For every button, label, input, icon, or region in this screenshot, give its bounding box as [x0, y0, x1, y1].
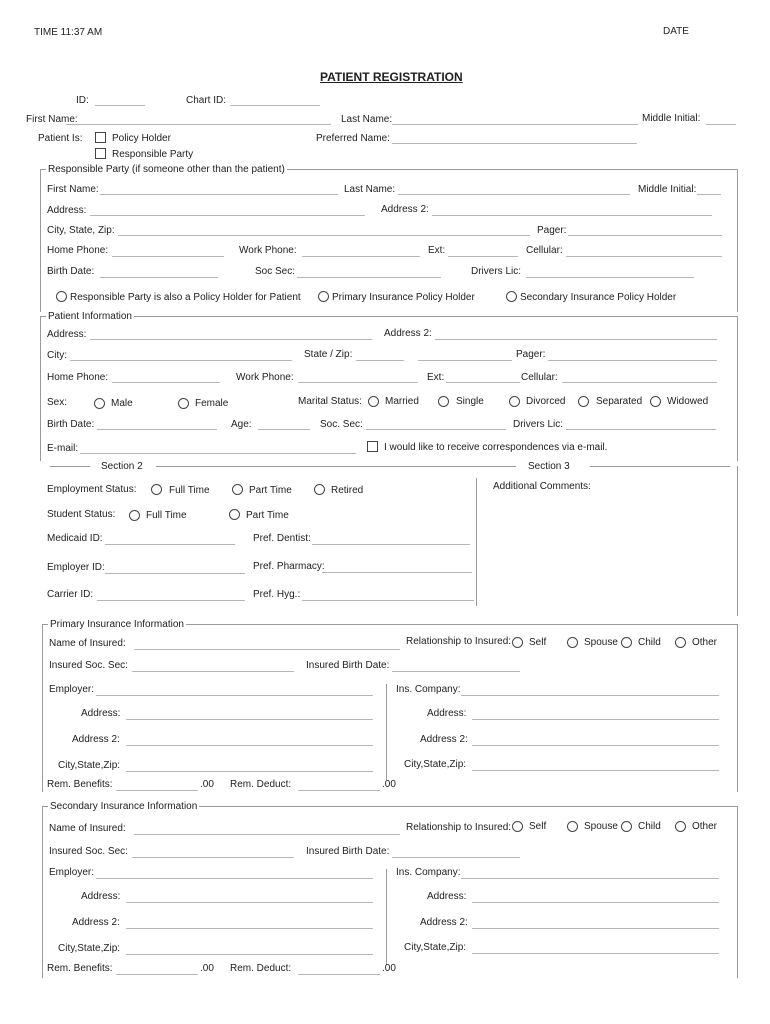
responsible-section-right-border	[737, 169, 738, 312]
pt-birth-date-field[interactable]	[97, 429, 217, 430]
p-insured-birth-date-field[interactable]	[392, 671, 520, 672]
primary-ins-right-border	[737, 624, 738, 792]
p-ins-city-state-zip-label: City,State,Zip:	[404, 759, 467, 770]
s-name-insured-label: Name of Insured:	[49, 823, 126, 834]
carrier-id-label: Carrier ID:	[47, 589, 94, 600]
pt-pager-field[interactable]	[548, 360, 717, 361]
rp-last-name-field[interactable]	[398, 194, 630, 195]
s-address-label: Address:	[81, 891, 121, 902]
rp-last-name-label: Last Name:	[344, 184, 396, 195]
pt-state-zip-label: State / Zip:	[304, 349, 353, 360]
pt-separated-label: Separated	[596, 396, 643, 407]
pref-pharmacy-label: Pref. Pharmacy:	[253, 561, 325, 572]
pt-ext-field[interactable]	[446, 382, 520, 383]
rp-drivers-lic-field[interactable]	[526, 277, 694, 278]
p-employer-label: Employer:	[49, 684, 95, 695]
pt-sex-label: Sex:	[47, 397, 68, 408]
medicaid-id-field[interactable]	[105, 544, 235, 545]
responsible-section-left-border	[40, 169, 41, 312]
p-self-label: Self	[529, 637, 547, 648]
s-address2-label: Address 2:	[72, 917, 120, 928]
pt-age-label: Age:	[231, 419, 252, 430]
rp-primary-holder-label: Primary Insurance Policy Holder	[332, 292, 475, 303]
rp-birth-date-label: Birth Date:	[47, 266, 95, 277]
pt-address2-field[interactable]	[435, 339, 717, 340]
pref-hyg-label: Pref. Hyg.:	[253, 589, 301, 600]
section3-rule	[590, 466, 730, 467]
s-ins-address2-label: Address 2:	[420, 917, 468, 928]
p-relationship-label: Relationship to Insured:	[406, 636, 512, 647]
time-label: TIME 11:37 AM	[34, 27, 103, 38]
pt-single-radio[interactable]	[438, 396, 449, 407]
s-employer-label: Employer:	[49, 867, 95, 878]
secondary-ins-left-border	[42, 806, 43, 978]
s-insured-soc-sec-field[interactable]	[132, 857, 294, 858]
p-other-radio[interactable]	[675, 637, 686, 648]
emp-part-time-label: Part Time	[249, 485, 292, 496]
rp-ext-field[interactable]	[448, 256, 518, 257]
pt-separated-radio[interactable]	[578, 396, 589, 407]
rp-birth-date-field[interactable]	[100, 277, 218, 278]
student-full-time-radio[interactable]	[129, 510, 140, 521]
p-insured-soc-sec-label: Insured Soc. Sec:	[49, 660, 128, 671]
s-ins-company-field[interactable]	[461, 878, 719, 879]
s-ins-city-state-zip-label: City,State,Zip:	[404, 942, 467, 953]
pt-single-label: Single	[456, 396, 484, 407]
p-name-insured-label: Name of Insured:	[49, 638, 126, 649]
responsible-party-checkbox[interactable]	[95, 148, 106, 159]
s-insured-birth-date-label: Insured Birth Date:	[306, 846, 390, 857]
pt-drivers-lic-label: Drivers Lic:	[513, 419, 564, 430]
p-address2-label: Address 2:	[72, 734, 120, 745]
s-city-state-zip-field[interactable]	[126, 954, 373, 955]
pref-dentist-field[interactable]	[312, 544, 470, 545]
pt-email-field[interactable]	[80, 453, 356, 454]
rp-soc-sec-field[interactable]	[297, 277, 441, 278]
section2-rule-left	[50, 466, 90, 467]
pt-divorced-radio[interactable]	[509, 396, 520, 407]
s-self-label: Self	[529, 821, 547, 832]
pt-ext-label: Ext:	[427, 372, 445, 383]
student-part-time-radio[interactable]	[229, 509, 240, 520]
p-spouse-radio[interactable]	[567, 637, 578, 648]
pt-work-phone-field[interactable]	[298, 382, 418, 383]
p-address2-field[interactable]	[126, 745, 373, 746]
s-rem-benefits-cents: .00	[200, 963, 214, 974]
p-rem-benefits-cents: .00	[200, 779, 214, 790]
p-ins-address2-field[interactable]	[472, 745, 719, 746]
additional-comments-label: Additional Comments:	[493, 481, 591, 492]
patient-is-label: Patient Is:	[38, 133, 83, 144]
secondary-ins-right-border	[737, 806, 738, 978]
pt-marital-status-label: Marital Status:	[298, 396, 362, 407]
rp-home-phone-field[interactable]	[112, 256, 224, 257]
policy-holder-label: Policy Holder	[112, 133, 171, 144]
first-name-field[interactable]	[66, 124, 331, 125]
pt-city-field[interactable]	[70, 360, 292, 361]
rp-cellular-label: Cellular:	[526, 245, 563, 256]
employment-status-label: Employment Status:	[47, 484, 137, 495]
patient-section-border	[40, 316, 738, 317]
pt-city-label: City:	[47, 350, 67, 361]
rp-also-policy-holder-label: Responsible Party is also a Policy Holder for Patient	[70, 292, 301, 303]
rp-cellular-field[interactable]	[566, 256, 722, 257]
pt-widowed-radio[interactable]	[650, 396, 661, 407]
pref-pharmacy-field[interactable]	[322, 572, 472, 573]
first-name-label: First Name:	[26, 114, 78, 125]
p-ins-address-label: Address:	[427, 708, 467, 719]
p-insured-soc-sec-field[interactable]	[132, 671, 294, 672]
s-spouse-radio[interactable]	[567, 821, 578, 832]
emp-retired-label: Retired	[331, 485, 364, 496]
pt-email-label: E-mail:	[47, 443, 79, 454]
pt-zip-field[interactable]	[418, 360, 512, 361]
chart-id-field[interactable]	[230, 105, 320, 106]
s-child-label: Child	[638, 821, 661, 832]
pt-pager-label: Pager:	[516, 349, 546, 360]
rp-work-phone-label: Work Phone:	[239, 245, 297, 256]
pt-address-field[interactable]	[90, 339, 372, 340]
id-field[interactable]	[95, 105, 145, 106]
rp-pager-field[interactable]	[568, 235, 722, 236]
s-ins-city-state-zip-field[interactable]	[472, 953, 719, 954]
p-rem-deduct-field[interactable]	[298, 790, 380, 791]
p-ins-address2-label: Address 2:	[420, 734, 468, 745]
pt-home-phone-label: Home Phone:	[47, 372, 109, 383]
p-other-label: Other	[692, 637, 718, 648]
date-label: DATE	[663, 26, 689, 37]
p-ins-city-state-zip-field[interactable]	[472, 770, 719, 771]
pt-male-label: Male	[111, 398, 133, 409]
s-ins-address-label: Address:	[427, 891, 467, 902]
rp-address-label: Address:	[47, 205, 87, 216]
emp-part-time-radio[interactable]	[232, 484, 243, 495]
pt-email-opt-label: I would like to receive correspondences via e-mail.	[384, 442, 608, 453]
student-status-label: Student Status:	[47, 509, 116, 520]
p-child-label: Child	[638, 637, 661, 648]
pt-cellular-label: Cellular:	[521, 372, 558, 383]
rp-address2-field[interactable]	[432, 215, 712, 216]
page-title: PATIENT REGISTRATION	[320, 70, 463, 84]
pt-married-radio[interactable]	[368, 396, 379, 407]
p-self-radio[interactable]	[512, 637, 523, 648]
pt-soc-sec-label: Soc. Sec:	[320, 419, 363, 430]
pt-birth-date-label: Birth Date:	[47, 419, 95, 430]
pt-age-field[interactable]	[258, 429, 310, 430]
primary-ins-left-border	[42, 624, 43, 792]
p-employer-field[interactable]	[96, 695, 373, 696]
rp-first-name-label: First Name:	[47, 184, 99, 195]
rp-home-phone-label: Home Phone:	[47, 245, 109, 256]
pt-cellular-field[interactable]	[562, 382, 717, 383]
emp-full-time-radio[interactable]	[151, 484, 162, 495]
rp-city-state-zip-field[interactable]	[118, 235, 530, 236]
s-ins-address-field[interactable]	[472, 902, 719, 903]
p-ins-address-field[interactable]	[472, 719, 719, 720]
section2-title: Section 2	[101, 461, 143, 472]
rp-middle-initial-label: Middle Initial:	[638, 184, 697, 195]
s-ins-address2-field[interactable]	[472, 928, 719, 929]
primary-ins-divider	[386, 684, 387, 780]
section2-rule-right	[156, 466, 516, 467]
medicaid-id-label: Medicaid ID:	[47, 533, 103, 544]
s-ins-company-label: Ins. Company:	[396, 867, 461, 878]
pt-address2-label: Address 2:	[384, 328, 432, 339]
p-city-state-zip-field[interactable]	[126, 771, 373, 772]
pt-female-radio[interactable]	[178, 398, 189, 409]
p-ins-company-field[interactable]	[461, 695, 719, 696]
preferred-name-label: Preferred Name:	[316, 133, 390, 144]
pref-hyg-field[interactable]	[302, 600, 474, 601]
rp-secondary-holder-label: Secondary Insurance Policy Holder	[520, 292, 677, 303]
pt-state-field[interactable]	[356, 360, 404, 361]
pt-divorced-label: Divorced	[526, 396, 566, 407]
student-full-time-label: Full Time	[146, 510, 187, 521]
middle-initial-label: Middle Initial:	[642, 113, 701, 124]
primary-ins-legend: Primary Insurance Information	[50, 619, 184, 630]
pref-dentist-label: Pref. Dentist:	[253, 533, 311, 544]
p-rem-benefits-label: Rem. Benefits:	[47, 779, 113, 790]
middle-initial-field[interactable]	[706, 124, 736, 125]
p-spouse-label: Spouse	[584, 637, 618, 648]
emp-retired-radio[interactable]	[314, 484, 325, 495]
rp-address-field[interactable]	[90, 215, 365, 216]
s-employer-field[interactable]	[96, 878, 373, 879]
pt-soc-sec-field[interactable]	[366, 429, 506, 430]
patient-section-right-border	[737, 316, 738, 461]
s-insured-soc-sec-label: Insured Soc. Sec:	[49, 846, 128, 857]
last-name-label: Last Name:	[341, 114, 393, 125]
rp-middle-initial-field[interactable]	[697, 194, 721, 195]
pt-drivers-lic-field[interactable]	[566, 429, 716, 430]
pt-widowed-label: Widowed	[667, 396, 709, 407]
s-rem-deduct-field[interactable]	[298, 974, 380, 975]
p-insured-birth-date-label: Insured Birth Date:	[306, 660, 390, 671]
last-name-field[interactable]	[392, 124, 638, 125]
section3-right-border	[737, 466, 738, 616]
s-address-field[interactable]	[126, 902, 373, 903]
s-city-state-zip-label: City,State,Zip:	[58, 943, 121, 954]
s-rem-deduct-cents: .00	[382, 963, 396, 974]
pt-work-phone-label: Work Phone:	[236, 372, 294, 383]
section3-title: Section 3	[528, 461, 570, 472]
s-spouse-label: Spouse	[584, 821, 618, 832]
employer-id-field[interactable]	[105, 573, 245, 574]
pt-home-phone-field[interactable]	[112, 382, 220, 383]
rp-drivers-lic-label: Drivers Lic:	[471, 266, 522, 277]
secondary-ins-divider	[386, 869, 387, 965]
rp-also-policy-holder-radio[interactable]	[56, 291, 67, 302]
p-rem-deduct-cents: .00	[382, 779, 396, 790]
s-relationship-label: Relationship to Insured:	[406, 822, 512, 833]
rp-work-phone-field[interactable]	[302, 256, 420, 257]
s-rem-benefits-label: Rem. Benefits:	[47, 963, 113, 974]
section-divider	[476, 478, 477, 606]
employer-id-label: Employer ID:	[47, 562, 105, 573]
rp-address2-label: Address 2:	[381, 204, 429, 215]
p-rem-deduct-label: Rem. Deduct:	[230, 779, 292, 790]
s-other-radio[interactable]	[675, 821, 686, 832]
preferred-name-field[interactable]	[392, 143, 637, 144]
patient-section-left-border	[40, 316, 41, 461]
s-child-radio[interactable]	[621, 821, 632, 832]
s-insured-birth-date-field[interactable]	[392, 857, 520, 858]
s-name-insured-field[interactable]	[134, 834, 400, 835]
p-address-field[interactable]	[126, 719, 373, 720]
p-child-radio[interactable]	[621, 637, 632, 648]
s-other-label: Other	[692, 821, 718, 832]
rp-city-state-zip-label: City, State, Zip:	[47, 225, 115, 236]
secondary-ins-legend: Secondary Insurance Information	[50, 801, 198, 812]
responsible-section-legend: Responsible Party (if someone other than the patient)	[48, 164, 285, 175]
p-name-insured-field[interactable]	[134, 649, 400, 650]
patient-section-legend: Patient Information	[48, 311, 132, 322]
chart-id-label: Chart ID:	[186, 95, 227, 106]
pt-female-label: Female	[195, 398, 229, 409]
emp-full-time-label: Full Time	[169, 485, 210, 496]
s-rem-benefits-field[interactable]	[116, 974, 198, 975]
s-self-radio[interactable]	[512, 821, 523, 832]
p-city-state-zip-label: City,State,Zip:	[58, 760, 121, 771]
responsible-party-label: Responsible Party	[112, 149, 194, 160]
carrier-id-field[interactable]	[97, 600, 245, 601]
s-rem-deduct-label: Rem. Deduct:	[230, 963, 292, 974]
id-label: ID:	[76, 95, 89, 106]
rp-secondary-holder-radio[interactable]	[506, 291, 517, 302]
pt-married-label: Married	[385, 396, 419, 407]
rp-soc-sec-label: Soc Sec:	[255, 266, 296, 277]
s-address2-field[interactable]	[126, 928, 373, 929]
p-address-label: Address:	[81, 708, 121, 719]
pt-email-opt-checkbox[interactable]	[367, 441, 378, 452]
rp-primary-holder-radio[interactable]	[318, 291, 329, 302]
p-rem-benefits-field[interactable]	[116, 790, 198, 791]
rp-pager-label: Pager:	[537, 225, 567, 236]
pt-male-radio[interactable]	[94, 398, 105, 409]
student-part-time-label: Part Time	[246, 510, 289, 521]
policy-holder-checkbox[interactable]	[95, 132, 106, 143]
pt-address-label: Address:	[47, 329, 87, 340]
rp-first-name-field[interactable]	[100, 194, 338, 195]
p-ins-company-label: Ins. Company:	[396, 684, 461, 695]
rp-ext-label: Ext:	[428, 245, 446, 256]
